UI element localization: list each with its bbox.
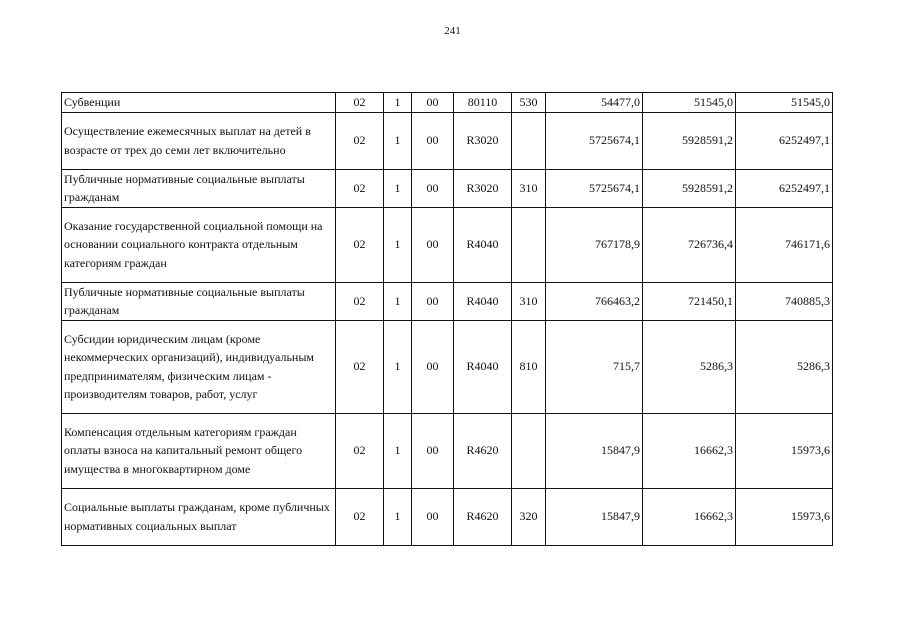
table-body xyxy=(62,93,833,546)
amount-year3-cell: 15973,6 xyxy=(736,413,833,488)
code-program-cell: 00 xyxy=(412,488,454,545)
code-target-cell: R4620 xyxy=(454,488,512,545)
code-program-cell: 00 xyxy=(412,169,454,207)
table-row xyxy=(62,93,833,113)
amount-year3-cell: 51545,0 xyxy=(736,93,833,113)
amount-year1-cell: 15847,9 xyxy=(546,413,643,488)
amount-year1-cell: 5725674,1 xyxy=(546,112,643,169)
code-subsection-cell: 1 xyxy=(384,112,412,169)
code-target-cell: R4040 xyxy=(454,320,512,413)
code-subsection-cell: 1 xyxy=(384,413,412,488)
row-name-cell: Оказание государственной социальной помощи на основании социального контракта отдельным категориям граждан xyxy=(62,207,336,282)
code-section-cell: 02 xyxy=(336,413,384,488)
code-subsection-cell: 1 xyxy=(384,282,412,320)
amount-year1-cell: 54477,0 xyxy=(546,93,643,113)
code-type-cell: 310 xyxy=(512,282,546,320)
code-section-cell: 02 xyxy=(336,169,384,207)
code-type-cell: 310 xyxy=(512,169,546,207)
table-row xyxy=(62,282,833,320)
code-type-cell xyxy=(512,207,546,282)
code-type-cell: 320 xyxy=(512,488,546,545)
code-type-cell: 530 xyxy=(512,93,546,113)
code-target-cell: R4040 xyxy=(454,207,512,282)
code-section-cell: 02 xyxy=(336,320,384,413)
amount-year2-cell: 51545,0 xyxy=(643,93,736,113)
row-name-cell: Субсидии юридическим лицам (кроме некоммерческих организаций), индивидуальным предпринимателям, физическим лицам - производителям товаров, работ, услуг xyxy=(62,320,336,413)
budget-table xyxy=(61,92,833,546)
amount-year1-cell: 715,7 xyxy=(546,320,643,413)
amount-year2-cell: 16662,3 xyxy=(643,413,736,488)
amount-year2-cell: 16662,3 xyxy=(643,488,736,545)
code-section-cell: 02 xyxy=(336,488,384,545)
row-name-cell: Субвенции xyxy=(62,93,336,113)
code-program-cell: 00 xyxy=(412,320,454,413)
amount-year3-cell: 6252497,1 xyxy=(736,169,833,207)
table-row xyxy=(62,112,833,169)
row-name-cell: Публичные нормативные социальные выплаты гражданам xyxy=(62,282,336,320)
amount-year3-cell: 5286,3 xyxy=(736,320,833,413)
row-name-cell: Публичные нормативные социальные выплаты гражданам xyxy=(62,169,336,207)
amount-year3-cell: 746171,6 xyxy=(736,207,833,282)
code-subsection-cell: 1 xyxy=(384,169,412,207)
row-name-cell: Социальные выплаты гражданам, кроме публичных нормативных социальных выплат xyxy=(62,488,336,545)
code-section-cell: 02 xyxy=(336,112,384,169)
amount-year3-cell: 6252497,1 xyxy=(736,112,833,169)
code-program-cell: 00 xyxy=(412,282,454,320)
code-type-cell xyxy=(512,413,546,488)
code-subsection-cell: 1 xyxy=(384,207,412,282)
code-type-cell: 810 xyxy=(512,320,546,413)
table-row xyxy=(62,169,833,207)
table-row xyxy=(62,320,833,413)
row-name-cell: Компенсация отдельным категориям граждан оплаты взноса на капитальный ремонт общего имущества в многоквартирном доме xyxy=(62,413,336,488)
table-row xyxy=(62,207,833,282)
code-target-cell: R4040 xyxy=(454,282,512,320)
code-program-cell: 00 xyxy=(412,93,454,113)
code-program-cell: 00 xyxy=(412,413,454,488)
code-subsection-cell: 1 xyxy=(384,320,412,413)
amount-year1-cell: 5725674,1 xyxy=(546,169,643,207)
code-section-cell: 02 xyxy=(336,93,384,113)
code-subsection-cell: 1 xyxy=(384,488,412,545)
code-program-cell: 00 xyxy=(412,112,454,169)
code-target-cell: R4620 xyxy=(454,413,512,488)
amount-year3-cell: 740885,3 xyxy=(736,282,833,320)
amount-year2-cell: 5286,3 xyxy=(643,320,736,413)
code-section-cell: 02 xyxy=(336,282,384,320)
table-row xyxy=(62,488,833,545)
code-subsection-cell: 1 xyxy=(384,93,412,113)
amount-year2-cell: 5928591,2 xyxy=(643,169,736,207)
code-program-cell: 00 xyxy=(412,207,454,282)
amount-year1-cell: 767178,9 xyxy=(546,207,643,282)
code-section-cell: 02 xyxy=(336,207,384,282)
amount-year1-cell: 766463,2 xyxy=(546,282,643,320)
amount-year1-cell: 15847,9 xyxy=(546,488,643,545)
table-row xyxy=(62,413,833,488)
amount-year3-cell: 15973,6 xyxy=(736,488,833,545)
code-target-cell: R3020 xyxy=(454,169,512,207)
amount-year2-cell: 721450,1 xyxy=(643,282,736,320)
page-number: 241 xyxy=(444,25,461,37)
code-target-cell: 80110 xyxy=(454,93,512,113)
amount-year2-cell: 726736,4 xyxy=(643,207,736,282)
code-target-cell: R3020 xyxy=(454,112,512,169)
amount-year2-cell: 5928591,2 xyxy=(643,112,736,169)
code-type-cell xyxy=(512,112,546,169)
row-name-cell: Осуществление ежемесячных выплат на детей в возрасте от трех до семи лет включительно xyxy=(62,112,336,169)
